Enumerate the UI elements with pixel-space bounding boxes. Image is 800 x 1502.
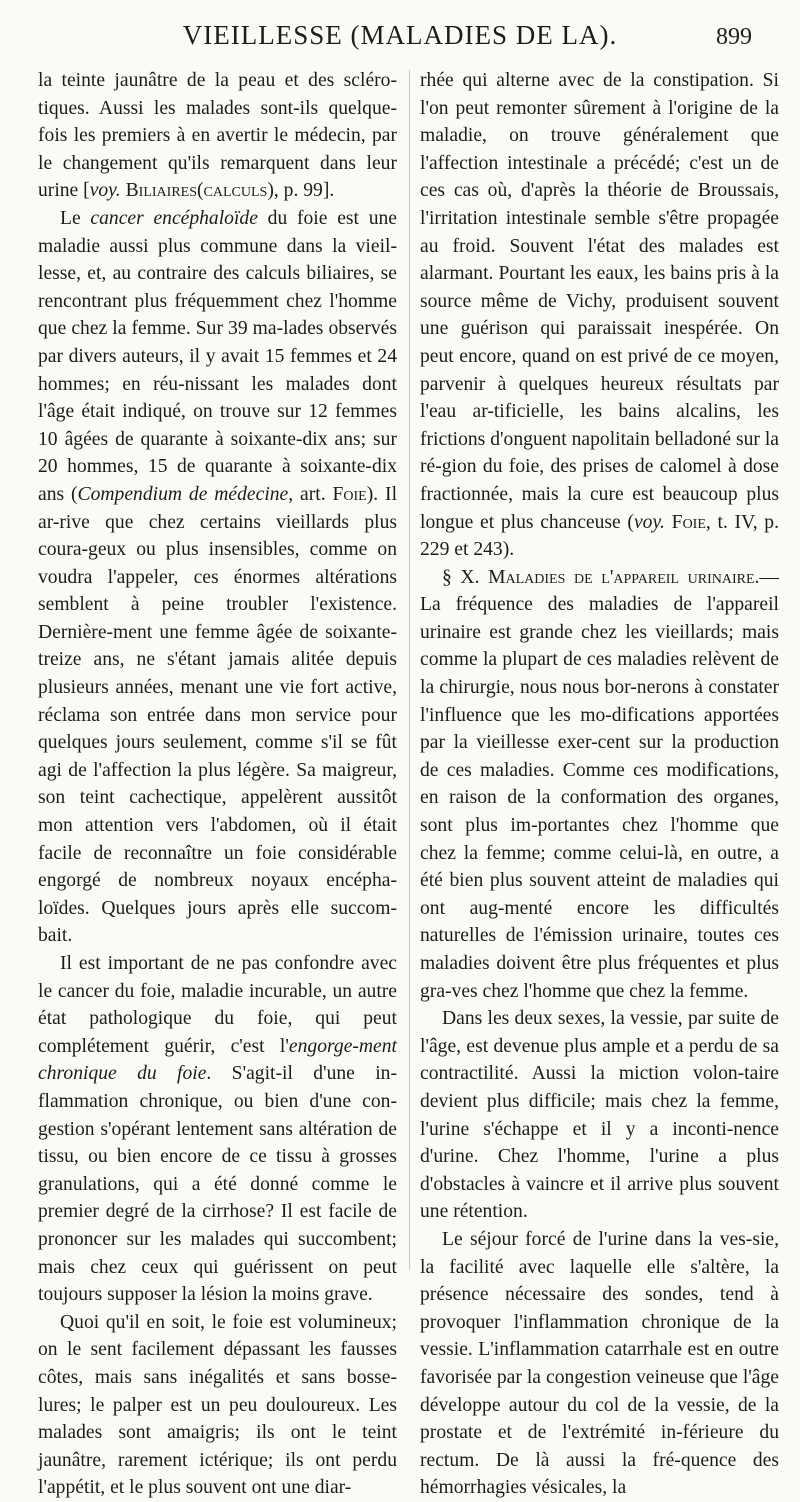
page-number: 899 <box>716 24 752 50</box>
paragraph: Il est important de ne pas confondre avec le cancer du foie, maladie incurable, un autre état pathologique du foie, qui peut complétement guérir, c'est l'engorge-ment chronique du foie. S'agit-il d'une in-flammation chronique, ou bien d'une con-gestion s'opérant lentement sans altération de tissu, ou bien encore de ce tissu à grosses granulations, qui a été donné comme le premier degré de la cirrhose? Il est facile de prononcer sur les malades qui succombent; mais chez ceux qui guérissent on peut toujours supposer la lésion la moins grave. <box>38 953 397 1306</box>
paragraph: rhée qui alterne avec de la constipation. Si l'on peut remonter sûrement à l'origine de la maladie, on trouve généralement que l'affection intestinale a précédé; c'est un de ces cas où, d'après la théorie de Broussais, l'irritation intestinale semble s'être propagée au froid. Souvent l'état des malades est alarmant. Pourtant les eaux, les bains pris à la source même de Vichy, produisent souvent une guérison qui paraissait inespérée. On peut encore, quand on est privé de ce moyen, parvenir à quelques heureux résultats par l'eau ar-tificielle, les bains alcalins, les frictions d'onguent napolitain belladoné sur la ré-gion du foie, des prises de calomel à dose fractionnée, mais la cure est beaucoup plus longue et plus chanceuse (voy. Foie, t. IV, p. 229 et 243). <box>420 70 779 561</box>
paragraph: Quoi qu'il en soit, le foie est volumineux; on le sent facilement dépassant les fausses côtes, mais sans inégalités et sans bosse-lures; le palper est un peu douloureux. Les malades sont amaigris; ils ont le teint jaunâtre, rarement ictérique; ils ont perdu l'appétit, et le plus souvent ont une diar- <box>38 1311 397 1499</box>
column-divider <box>409 70 410 1270</box>
left-column <box>38 67 397 1502</box>
right-column <box>420 67 779 1502</box>
section-paragraph: § X. Maladies de l'appareil urinaire.— La fréquence des maladies de l'appareil urinaire est grande chez les vieillards; mais comme la plupart de ces maladies relèvent de la chirurgie, nous nous bor-nerons à constater l'influence que les mo-difications apportées par la vieillesse exer-cent sur la production de ces maladies. Comme ces modifications, en raison de la conformation des organes, sont plus im-portantes chez l'homme que chez la femme; comme celui-là, en outre, a été bien plus souvent atteint de maladies qui ont aug-menté encore les difficultés naturelles de l'émission urinaire, toutes ces maladies doivent être plus fréquentes et plus gra-ves chez l'homme que chez la femme. <box>420 566 779 1002</box>
section-heading: § X. Maladies de l'appareil urinaire. <box>442 566 760 588</box>
paragraph: Le cancer encéphaloïde du foie est une maladie aussi plus commune dans la vieil-lesse, et, au contraire des calculs biliaires, se rencontrant plus fréquemment chez l'homme que chez la femme. Sur 39 ma-lades observés par divers auteurs, il y avait 15 femmes et 24 hommes; en réu-nissant les malades dont l'âge était indiqué, on trouve sur 12 femmes 10 âgées de quarante à soixante-dix ans; sur 20 hommes, 15 de quarante à soixante-dix ans (Compendium de médecine, art. Foie). Il ar-rive que chez certains vieillards plus coura-geux ou plus insensibles, comme on voudra l'appeler, ces énormes altérations semblent à peine troubler l'existence. Dernière-ment une femme âgée de soixante-treize ans, ne s'étant jamais alitée depuis plusieurs années, menant une vie fort active, réclama son entrée dans mon service pour quelques jours seulement, comme s'il se fût agi de l'affection la plus légère. Sa maigreur, son teint cachectique, appelèrent aussitôt mon attention vers l'abdomen, où il était facile de reconnaître un foie considérable engorgé de nombreux noyaux encépha-loïdes. Quelques jours après elle succom-bait. <box>38 207 398 947</box>
paragraph: Le séjour forcé de l'urine dans la ves-sie, la facilité avec laquelle elle s'altère, la présence nécessaire des sondes, tend à provoquer l'inflammation chronique de la vessie. L'inflammation catarrhale est en outre favorisée par la congestion veineuse que l'âge développe autour du col de la vessie, de la prostate et de l'extrémité in-férieure du rectum. De là aussi la fré-quence des hémorrhagies vésicales, la <box>420 1228 779 1499</box>
paragraph: la teinte jaunâtre de la peau et des scléro-tiques. Aussi les malades sont-ils quelque-fois les premiers à en avertir le médecin, par le changement qu'ils remarquent dans leur urine [voy. Biliaires(calculs), p. 99]. <box>38 70 397 202</box>
running-head <box>0 20 800 60</box>
paragraph: Dans les deux sexes, la vessie, par suite de l'âge, est devenue plus ample et a perdu de sa contractilité. Aussi la miction volon-taire devient plus difficile; mais chez la femme, l'urine s'échappe et il y a inconti-nence d'urine. Chez l'homme, l'urine a plus d'obstacles à vaincre et il arrive plus souvent une rétention. <box>420 1008 779 1223</box>
running-title: VIEILLESSE (MALADIES DE LA). <box>182 20 618 50</box>
